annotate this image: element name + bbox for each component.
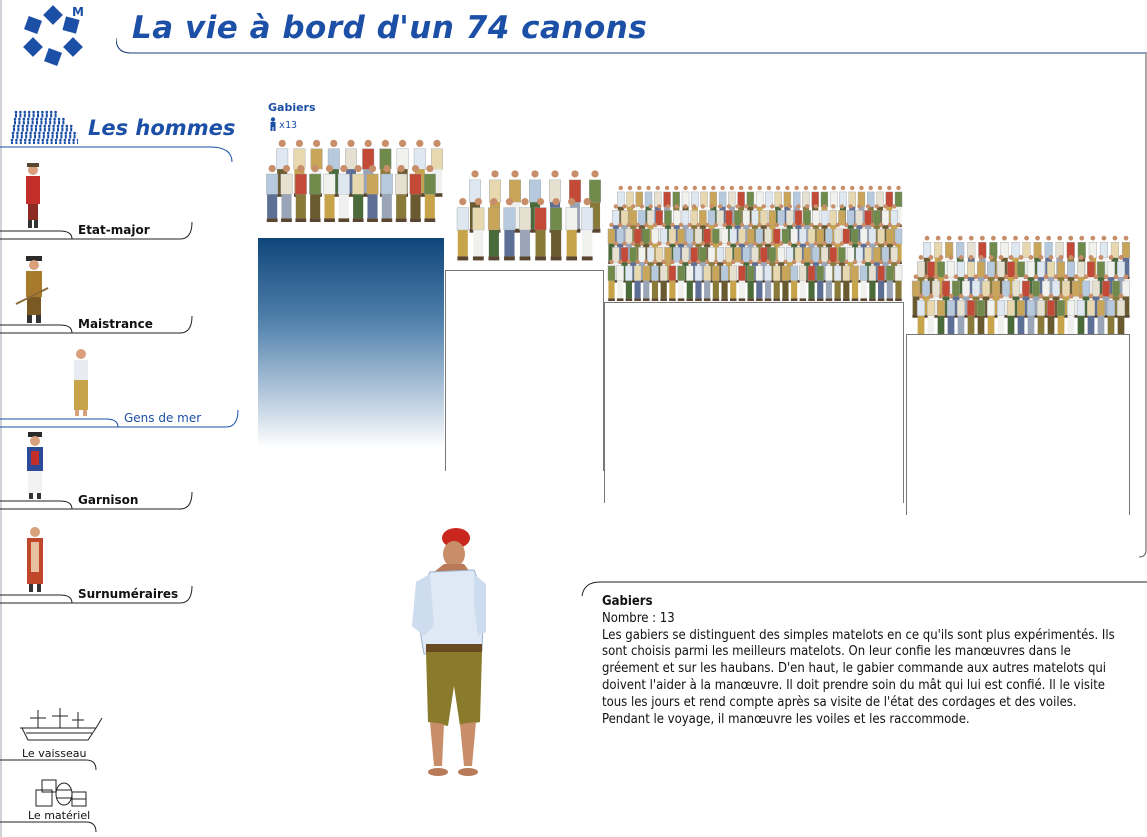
category-label: Maistrance: [78, 317, 153, 331]
section-title: Les hommes: [88, 116, 236, 140]
category-garnison[interactable]: [0, 420, 200, 510]
tool-label: Le matériel: [28, 809, 91, 822]
nav-le-materiel[interactable]: [0, 772, 110, 832]
tool-label: Le vaisseau: [22, 747, 87, 760]
description-title: Gabiers: [602, 594, 653, 609]
category-underline: [0, 312, 200, 336]
svg-text:M: M: [72, 5, 84, 19]
category-label: Etat-major: [78, 223, 150, 237]
category-maistrance[interactable]: [0, 244, 200, 334]
category-label: Surnuméraires: [78, 587, 179, 601]
group-box-2[interactable]: [445, 270, 604, 471]
supplies-icon: [32, 776, 88, 808]
tool-underline: [0, 748, 110, 772]
group-box-3[interactable]: [604, 302, 904, 503]
crowd-group-2[interactable]: [446, 168, 604, 272]
group-box-gabiers-selected[interactable]: [258, 238, 444, 448]
category-gens-de-mer[interactable]: [0, 338, 245, 428]
crowd-group-4[interactable]: [910, 234, 1132, 336]
group-name: Gabiers: [268, 101, 316, 114]
description-text: Les gabiers se distinguent des simples matelots en ce qu'ils sont plus expérimentés. Ils sont choisis parmi les meilleurs matelots. On leur confie les manœuvres dans le gréement et sur les haubans. D'en haut, le gabier commande aux autres matelots qui doivent l'aider à la manœuvre. Il doit prendre soin du mât qui lui est confié. Il le visite tous les jours et rend compte après sa visite de l'état des cordages et des voiles. Pendant le voyage, il manœuvre les voiles et les raccommode.: [602, 627, 1115, 727]
logo-icon[interactable]: [18, 2, 98, 70]
description-count: Nombre : 13: [602, 610, 675, 626]
ship-icon: [18, 708, 104, 742]
page-title: La vie à bord d'un 74 canons: [132, 10, 648, 46]
category-label: Gens de mer: [124, 411, 202, 425]
category-underline: [0, 582, 200, 606]
person-icon: [268, 117, 278, 131]
gabier-figure: [404, 526, 494, 782]
category-underline: [0, 488, 200, 512]
category-underline: [0, 218, 200, 242]
category-surnumeraires[interactable]: [0, 514, 200, 604]
category-label: Garnison: [78, 493, 139, 507]
category-etat-major[interactable]: [0, 150, 200, 240]
group-box-4[interactable]: [906, 334, 1130, 515]
nav-le-vaisseau[interactable]: [0, 708, 110, 768]
tool-underline: [0, 810, 110, 834]
description-panel: [602, 594, 1122, 728]
group-count: x13: [279, 120, 298, 131]
crowd-group-3[interactable]: [606, 184, 904, 304]
right-border: [1126, 54, 1147, 558]
crowd-gabiers[interactable]: [256, 138, 446, 240]
